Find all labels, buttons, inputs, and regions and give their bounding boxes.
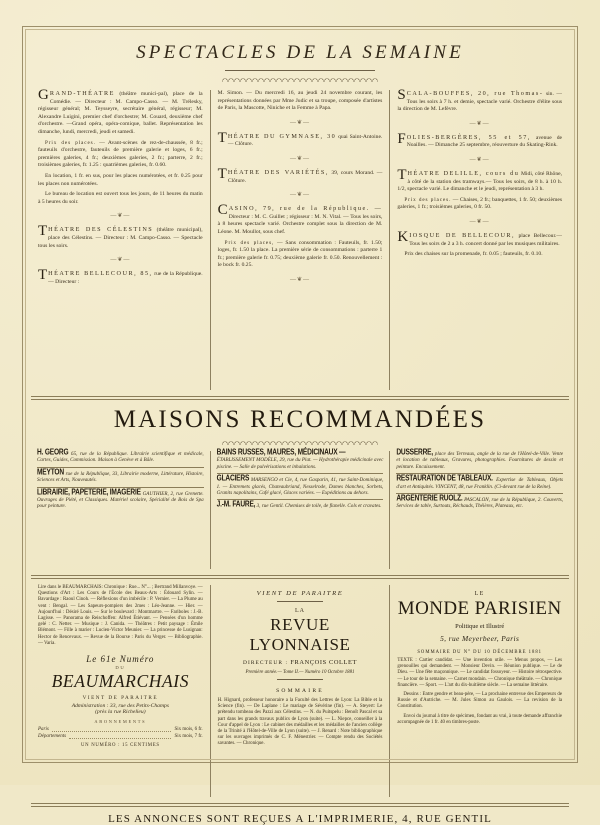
venue-body: quai Saint-Antoine. — Clôture. [227,133,383,148]
dropcap: S [397,87,406,103]
revue-issue-line: Première année.— Tome II.— Numéro 10 Octobre 1881 [245,670,355,675]
monde-article-le: LE [474,591,485,597]
monde-specimen-note: Envoi du journal à titre de spécimen, fondant au vrai, à toute demande affranchie accompagnée de 1 fr. 40 en timbres-poste. [397,713,563,725]
maisons-column-3 [389,448,569,569]
ad-text: MARSENGO et Cie, 4, rue Gasparin, 41, rue Saint-Dominique, 1. — Entremets glacés, Chateaubriand, Nesselrode, Dames blanches, Sorbets, Granits napolitains, Café glacé, Glaces variées. — Expéditions au dehors. [216,477,384,497]
venue-body: sin. — Tous les soirs à 7 h. et demie, spectacle varié. Orchestre d'élite sous la direction de M. Lefèvre. [397,91,563,113]
section-divider-2 [31,575,569,579]
ad-glaciers[interactable] [216,474,384,497]
maisons-column-2 [210,448,390,569]
ad-text: GAUTHIER, 2, rue Grenette. Ouvrages de Piété, et Classiques. Matériel scolaire, Spécialité de Bois de Spa pour peinture. [37,490,204,510]
ornament-divider: —❦— [289,276,311,283]
beaumarchais-du-label: DU [115,665,126,671]
monde-subtitle: Politique et Illustré [455,623,505,630]
venue-name: HÉATRE BELLECOUR, 85, [48,270,153,278]
ad-faure[interactable] [216,500,384,510]
ad-text: 3, rue Gentil. Chemises de toile, de flanelle. Cols et cravates. [256,503,382,510]
venue-body: place Bellecour.—Tous les soirs de 2 a 3 h. concert donné par les musiques militaires. [409,232,563,247]
ad-business-name: DUSSERRE, [396,448,434,457]
venue-name: ASINO, 79, rue de la République. — [228,205,383,213]
monde-title: MONDE PARISIEN [397,598,562,619]
title-rule [225,70,375,71]
leader-dots [69,733,171,739]
monde-dessins-text: Dessins : Entre gendre et beau-père, — La prochaine entrevue des Empereurs de Russie et d'Autriche. — M. Jules Simon au Gaulois. — La revision de la Constitution. [397,692,563,710]
spectacles-column-3 [389,87,569,390]
ad-bains-russes[interactable] [216,448,384,470]
ornament-divider: —❦— [289,155,311,162]
dropcap: K [397,228,409,245]
venue-name: HÉATRE DES VARIÉTÉS, [227,168,329,176]
venue-name: HÉATRE DU GYMNASE, 30 [227,132,337,140]
monde-sommaire-label: SOMMAIRE DU N° DU 10 DÉCEMBRE 1881 [417,650,543,655]
venue-body: (théâtre municipal), place des Célestins. — Directeur : M. Campo-Casso. — Spectacle tous les soirs. [38,227,203,249]
listing-gymnase [217,129,383,149]
beaumarchais-address-2: (près la rue Richelieu) [95,709,146,716]
spectacles-column-2 [210,90,390,390]
title-squiggle [222,76,378,82]
listing-kiosque-bellecour [397,228,563,259]
ad-business-name: J.-M. FAURE, [216,500,256,510]
listing-celestins [38,223,203,250]
footer-banner: LES ANNONCES SONT REÇUES A L'IMPRIMERIE, 4, RUE GENTIL [108,813,492,825]
ad-business-name: BAINS RUSSES, MAURES, MÉDICINAUX — [216,448,346,457]
location-note-1: En location, 1 fr. en sus, pour les places numérotées, et fr. 0.25 pour les places non numérotées. [38,172,203,187]
beaumarchais-title: BEAUMARCHAIS [51,671,190,692]
monde-address: 5, rue Meyerbeer, Paris [440,634,520,643]
ad-text: PASCALON, rue de la République, 2. Couverts, Services de table, Surtouts, Réchauds, Théières, Plateaux, etc. [396,497,564,510]
maisons-column-1 [31,448,210,569]
ornament-divider: —❦— [289,192,311,199]
listing-bellecour-cont [218,90,383,113]
prix-label: Prix des places. [45,139,96,146]
beaumarchais-address: Administration : 33, rue des Petits-Champs [71,703,169,710]
subscription-row [38,733,203,740]
venue-name: CALA-BOUFFES, 20, rue Thomas- [406,90,544,97]
ad-business-name: MEYTON [37,468,64,477]
venue-name: HÉATRE DELILLE, cours du [407,169,520,177]
spectacles-section [31,87,569,390]
venue-body: Directeur : M. C. Guillet ; régisseur : M. N. Vital. — Tous les soirs, à 8 heures spectacle varié. Orchestre complet sous la direction de M. Léone. M. Moullot, sous chef. [217,213,383,235]
listing-delille [397,166,563,212]
prix-label: Prix des places. [404,196,452,203]
beaumarchais-contents: Lire dans le BEAUMARCHAIS: Chronique : Rue... N°... ; Bertrand Millanvoye. — Questions d'Art : Les Cours de l'École des Beaux-Arts : Édouard Sylin. — Bavardage : Raoul Cinoh. — Réflexions d'un imbécile : P. Vernier. — La Plume au vent : Bengal. — Les Sapeurs-pompiers des 2mes : Léo-Jeanne. — Hier. — Aujourd'hui : Désiré Louis. — Sur le boulevard : Montmartre. — Fariboles : J.-B. Lagisse. — Panorama de Reischoffen: Alfred Étiévant. — Pensées d'un homme gelé : C. Netter. — Musique : J. Canida. — Théâtres : Petit paysage : Émile Blémont. — Fille à marier : Lucien-Victor Meunier. — La princesse de Lusignan: Hector de Rencevaux. — Revue de la Bourse : Paris du Verger. — Bibliographie. — Varia. [38,585,203,646]
ornament-divider: —❦— [110,257,131,264]
venue-body: Midi, côté Rhône, à côté de la station des tramways.— Tous les soirs, de 8 h. à 10 h. 1/2, spectacle varié. Le dimanche et le jeudi, représentation à 3 h. [397,170,563,193]
dropcap: T [217,165,227,182]
subscription-row [38,726,203,733]
prix-body: — Avant-scènes de rez-de-chaussée, 8 fr.; fauteuils d'orchestre, fauteuils de première galerie et loges, 6 fr.; premières galeries, 4 fr.; deuxièmes galeries, 2 fr.; parterre, 2 fr.; troisièmes galeries, fr. 1.25 : quatrièmes galeries, fr. 0.60. [38,139,203,169]
ad-georg[interactable] [37,448,204,464]
ornament-divider: —❦— [469,120,490,127]
publications-section [31,585,569,797]
location-note-2: Le bureau de location est ouvert tous les jours, de 11 heures du matin à 5 heures du soir. [38,191,203,205]
ad-gauthier[interactable] [37,487,204,510]
monde-sommaire-text: TEXTE : Cartier candidat. — Une invention utile. — Menus propos, — Les grenouilles qui demandent. — Monsieur Devin. — Réunion publique. — Le de Dieu. — Une fête maçonnique. — Le candidat fossoyeur. — Histoire rétrospective. — Le tour de la semaine. — Carnet mondain. — Chronique théâtrale. — Chronique financière. — Sport. — L'art du dix-huitième siècle. — La semaine littéraire. [397,658,563,688]
beaumarchais-subscriptions-label: ABONNEMENTS [94,719,147,725]
venue-body: (théâtre munici-pal), place de la Comédie. — Directeur : M. Campo-Casso. — M. Trélesky, régisseur général; M. Teysseyre, secrétaire général, régisseur; M. Alexandre Luigini, premier chef d'orchestre; M. Couard, deuxième chef d'orchestre. —Grand opéra, opéra-comique, ballet. Représentation les dimanche, lundi, mercredi, jeudi et samedi. [38,91,203,135]
listing-grand-theatre [38,87,203,206]
ad-business-name: GLACIERS [216,474,250,484]
section-divider [31,396,569,400]
venue-body: avenue de Noailles. — Dimanche 25 septembre, réouverture du Skating-Rink. [406,134,563,149]
ad-text: ÉTABLISSEMENT MODÈLE, 29, rue du Plat. — Hydrothérapie médicinale avec piscine. — Salle de pulvérisations et inhalations. [216,457,384,470]
ad-text: place des Terreaux, angle de la rue de l'Hôtel-de-Ville. Vente et location de tableaux, Gravures, photographies. Fournitures de dessin et peinture. Encaissement. [396,451,564,470]
subscription-region: Paris [38,727,49,733]
ornament-divider: —❦— [469,218,490,225]
venue-body: rue de la République. — Directeur : [48,271,203,285]
prix-body: — Chaises, 2 fr.; banquettes, 1 fr. 50; deuxièmes galeries, 1 fr.; troisièmes galeries, 0 fr. 50. [397,196,563,211]
beaumarchais-single-issue-price: UN NUMÉRO : 15 CENTIMES [80,743,160,749]
ornament-divider: —❦— [110,213,131,220]
subscription-region: Départements [38,734,67,740]
ornament-divider: —❦— [289,119,311,126]
ad-text: 65, rue de la République. Librairie scientifique et médicale, Cartes, Guides, Commission. Maison à Genève et à Bâle. [37,451,204,464]
ad-business-name: ARGENTERIE RUOLZ. [396,494,463,503]
venue-name: IOSQUE DE BELLECOUR, [409,231,516,239]
revue-vient-de-paraitre: VIENT DE PARAITRE [256,590,344,597]
revue-director-label: DIRECTEUR : [242,660,289,666]
dropcap: T [397,166,407,183]
revue-rule-2 [277,679,323,680]
listing-folies-bergeres [397,130,563,150]
ad-dusserre[interactable] [396,448,564,470]
prix-label: Prix des places, [224,239,275,246]
page-sheet [22,26,578,825]
leader-dots [52,726,172,732]
listing-casino [217,202,383,270]
panel-monde-parisien [389,585,569,797]
subscription-price: Six mois, 6 fr. [174,727,203,733]
listing-scala-bouffes [397,87,563,114]
ad-text: rue de la République, 33, Librairie moderne, Littérature, Histoire, Sciences et Arts, Nouveautés. [37,470,204,484]
dropcap: G [38,87,49,103]
revue-sommaire-text: H. Hignard, professeur honoraire a la Faculté des Lettres de Lyon: La Bible et la Science (fin). — De Laplane : Le mariage de Sévérine (fin). — A. Steyert: Le prétendu tombeau des Pazzi aux Célestins. — N. du Puitspelu : Benoît Pascal et sa part dans les grands travaux publics de Lyon (suite). — L. Niepce, conseiller à la Cour d'appel de Lyon : Le cabinet des médailles et les médailles de l'ancien collège de la Trinité à l'Hôtel-de-Ville de Lyon (suite). — J. Renard : Note bibliographique sur les ouvrages imprimés de C. F. Ménestrier. — Compte rendu des Sociétés savantes. — Chronique. [217,698,383,747]
page-title: SPECTACLES DE LA SEMAINE [136,42,464,63]
beaumarchais-vient-de-paraitre: VIENT DE PARAITRE [82,695,159,702]
revue-title: REVUE LYONNAISE [249,615,351,654]
dropcap: T [38,223,48,240]
ad-meyton[interactable] [37,468,204,484]
venue-name: OLIES-BERGÈRES, 55 et 57, [406,133,531,141]
footer-divider [31,803,569,807]
venue-name: HÉATRE DES CÉLESTINS [48,226,154,234]
ad-argenterie-ruolz[interactable] [396,494,564,510]
maisons-heading: MAISONS RECOMMANDÉES [113,406,487,433]
maisons-section [31,448,569,569]
maisons-squiggle [222,439,378,445]
prix-body: Prix des chaises sur la promenade, fr. 0.05 ; fauteuils, fr. 0.10. [404,251,543,258]
spectacles-column-1 [31,87,210,390]
ad-business-name: H. GEORG [37,448,69,457]
ad-business-name: RESTAURATION DE TABLEAUX. [396,474,493,484]
revue-article-la: LA [295,608,305,614]
prix-body: — Sans consommation : Fauteuils, fr. 1.50; loges, fr. 1.50 la place. La première série de consommations : parterre 1 fr.; première galerie fr. 0.75; deuxième galerie fr. 0.50. Renouvellement : le bock fr. 0.25. [217,239,383,269]
revue-director-line [218,659,383,666]
dropcap: T [38,267,48,284]
ad-business-name: LIBRAIRIE, PAPETERIE, IMAGERIE [37,487,141,497]
subscription-price: Six mois, 7 fr. [174,734,203,740]
dropcap: T [217,129,227,146]
venue-name: RAND-THÉATRE [49,90,115,97]
panel-beaumarchais [31,585,210,797]
beaumarchais-issue-number: Le 61e Numéro [86,654,155,665]
revue-director-name: FRANÇOIS COLLET [290,659,358,666]
revue-rule [277,601,323,602]
ad-text: Expertise de Tableaux, Objets d'art et Antiquités. VINCENT, 48, rue Franklin. (Ci-devant rue de la Reine). [396,477,564,490]
ornament-divider: —❦— [469,156,490,163]
panel-revue-lyonnaise [210,585,390,797]
dropcap: C [217,202,228,219]
dropcap: F [397,130,406,147]
listing-bellecour [38,267,203,286]
revue-sommaire-label: SOMMAIRE [276,688,324,694]
venue-body: 39, cours Morand. — Clôture. [227,169,383,184]
venue-body: M. Simon. — Du mercredi 16, au jeudi 24 novembre courant, les représentations données par Mme Judic et sa troupe, composée d'artistes de Paris, la Mascotte, Niniche et la Femme à Papa. [217,90,383,112]
listing-varietes [217,165,383,185]
ad-restauration-tableaux[interactable] [396,474,564,490]
